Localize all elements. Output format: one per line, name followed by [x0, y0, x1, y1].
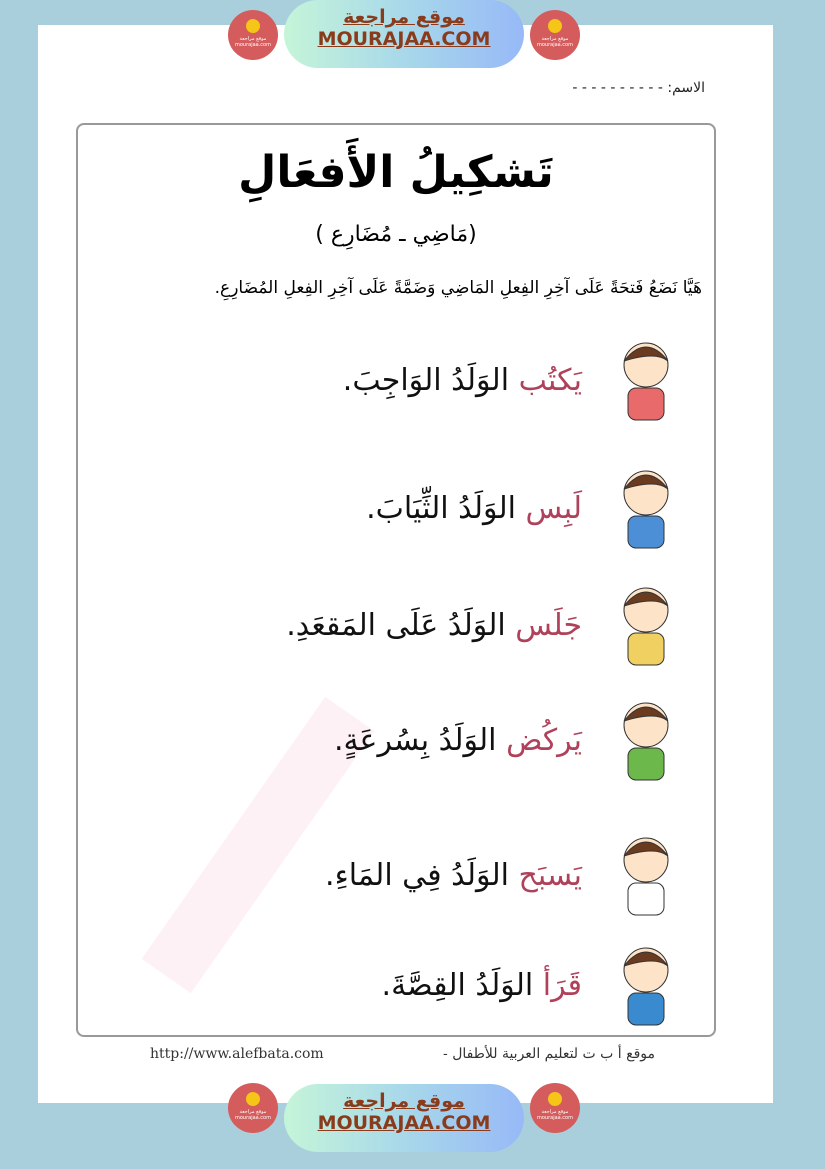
footer-url[interactable]: http://www.alefbata.com	[150, 1046, 324, 1062]
badge-text: موقع مراجعة mourajaa.com	[536, 1109, 573, 1121]
page-title: تَشكِيلُ الأَفعَالِ	[238, 147, 554, 198]
boy-writing-picture	[596, 333, 696, 428]
site-logo-badge[interactable]	[530, 1083, 580, 1133]
banner-link[interactable]: MOURAJAA.COM	[317, 1112, 491, 1134]
badge-text: موقع مراجعة mourajaa.com	[536, 36, 573, 48]
sentence-row	[96, 935, 696, 1035]
subtitle: (مَاضِي ـ مُضَارِع )	[315, 222, 477, 247]
logo-icon	[548, 19, 562, 33]
footer-site: موقع أ ب ت لتعليم العربية للأطفال -	[443, 1046, 655, 1062]
banner-link[interactable]: MOURAJAA.COM	[317, 28, 491, 50]
exercise-box	[76, 123, 716, 1037]
verb: قَرَأ	[542, 967, 582, 1003]
site-logo-badge[interactable]	[228, 10, 278, 60]
sentence-rest: الوَلَدُ القِصَّةَ.	[381, 967, 543, 1003]
boy-swimming-picture	[596, 828, 696, 923]
logo-icon	[246, 1092, 260, 1106]
sentence	[343, 363, 582, 398]
sentence-rest: الوَلَدُ الثِّيَابَ.	[366, 490, 526, 526]
boy-reading-picture	[596, 938, 696, 1033]
instruction: هَيَّا نَضَعُ فَتحَةً عَلَى آخِرِ الفِعلِ المَاضِي وَضَمَّةً عَلَى آخِرِ الفِعلِ المُضَارِعِ.	[214, 278, 702, 298]
site-logo-badge[interactable]	[228, 1083, 278, 1133]
name-field: الاسم: - - - - - - - - - -	[572, 80, 705, 96]
verb: يَركُض	[506, 722, 582, 758]
bottom-banner[interactable]	[284, 1084, 524, 1152]
sentence-row	[96, 330, 696, 430]
sentence	[382, 968, 582, 1003]
sentence-row	[96, 575, 696, 675]
sentence	[286, 608, 582, 643]
logo-icon	[246, 19, 260, 33]
boy-running-picture	[596, 693, 696, 788]
sentence	[366, 491, 582, 526]
sentence-row	[96, 825, 696, 925]
sentence-rest: الوَلَدُ فِي المَاءِ.	[325, 857, 519, 893]
sentence-rest: الوَلَدُ الوَاجِبَ.	[342, 362, 519, 398]
verb: لَبِس	[525, 490, 582, 526]
badge-text: موقع مراجعة mourajaa.com	[234, 1109, 271, 1121]
sentence-row	[96, 458, 696, 558]
sentence-rest: الوَلَدُ عَلَى المَقعَدِ.	[286, 607, 516, 643]
banner-arabic[interactable]: موقع مراجعة	[343, 1090, 465, 1112]
sentence-rest: الوَلَدُ بِسُرعَةٍ.	[333, 722, 507, 758]
footer	[150, 1046, 655, 1062]
boy-sitting-picture	[596, 578, 696, 673]
sentence	[334, 723, 582, 758]
verb: جَلَس	[515, 607, 582, 643]
badge-text: موقع مراجعة mourajaa.com	[234, 36, 271, 48]
verb: يَسبَح	[518, 857, 582, 893]
boy-dressing-picture	[596, 461, 696, 556]
banner-arabic[interactable]: موقع مراجعة	[343, 6, 465, 28]
site-logo-badge[interactable]	[530, 10, 580, 60]
verb: يَكتُب	[518, 362, 582, 398]
logo-icon	[548, 1092, 562, 1106]
top-banner[interactable]	[284, 0, 524, 68]
sentence	[325, 858, 582, 893]
sentence-row	[96, 690, 696, 790]
